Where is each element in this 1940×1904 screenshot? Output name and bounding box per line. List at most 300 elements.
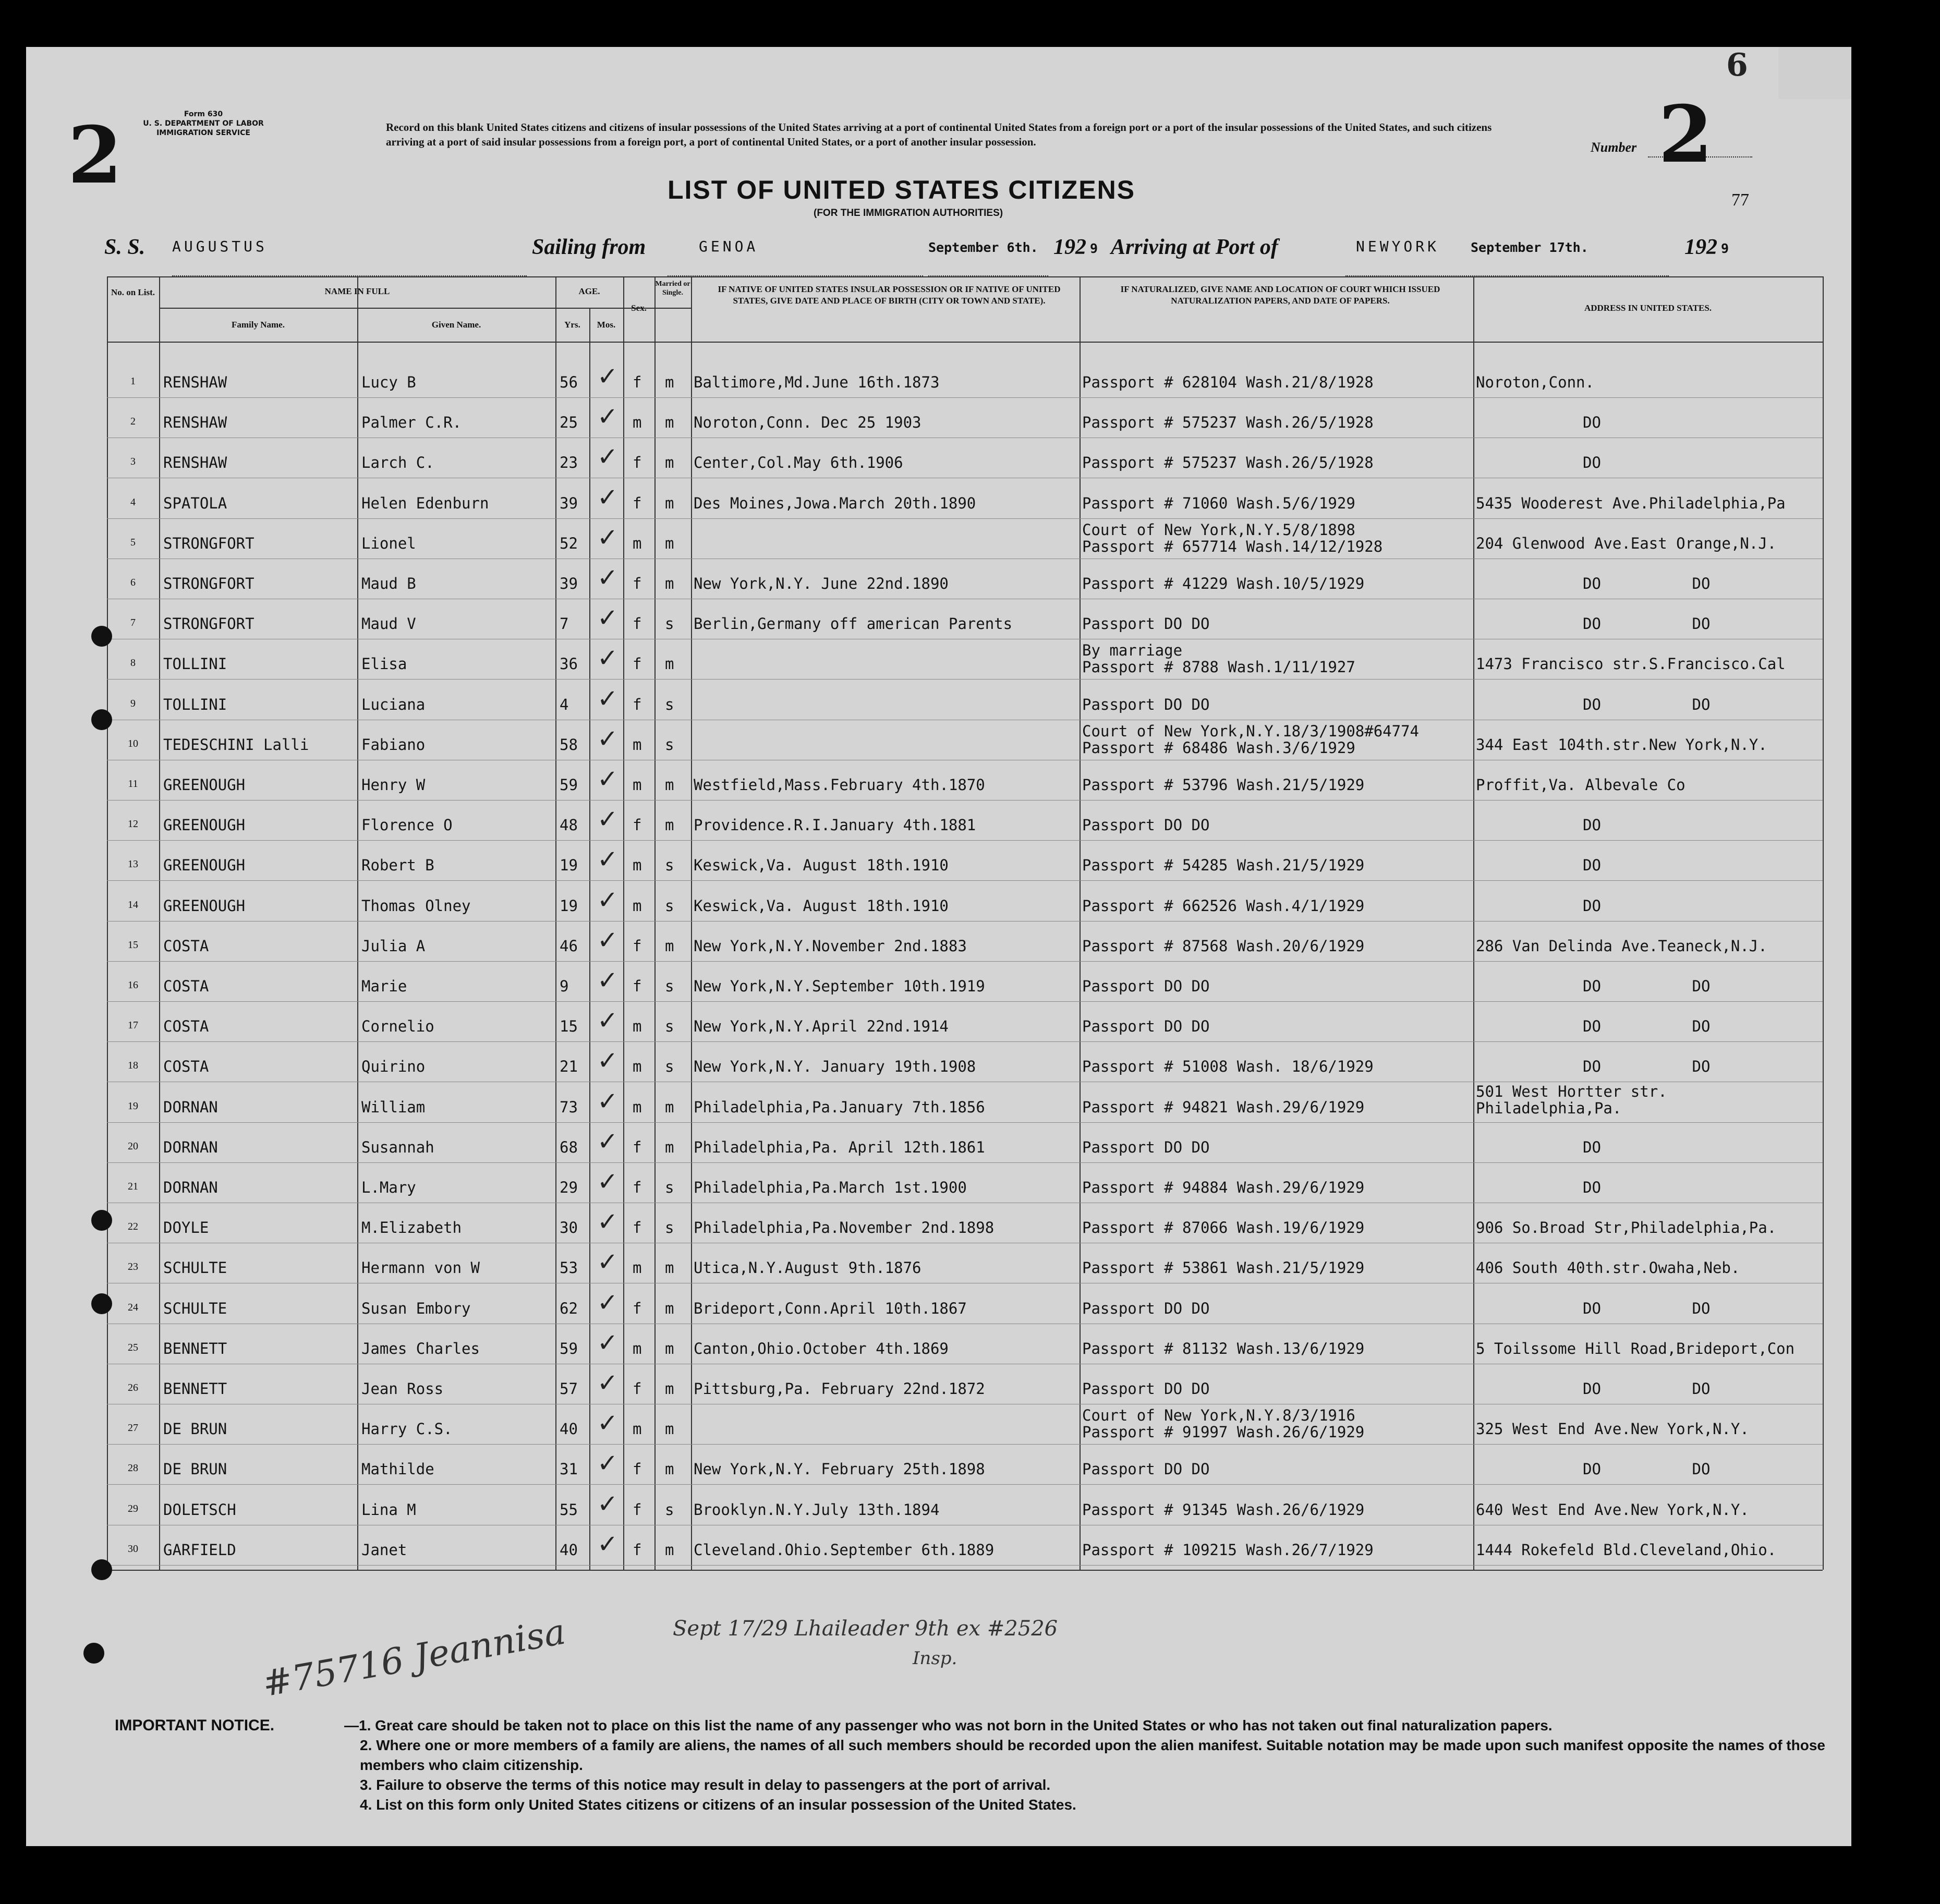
inspector-note: Sept 17/29 Lhaileader 9th ex #2526 [673,1617,1058,1641]
given-name: Fabiano [361,735,426,754]
birth-place-date: New York,N.Y.September 10th.1919 [694,977,985,995]
checkmark-icon: ✓ [597,1247,619,1277]
address: DO DO [1583,977,1711,995]
passport-info: Passport # 53796 Wash.21/5/1929 [1082,776,1365,794]
passport-info: Passport # 68486 Wash.3/6/1929 [1082,738,1355,757]
address: 501 West Hortter str. [1476,1082,1667,1100]
address: DO DO [1583,1058,1711,1076]
birth-place-date: Baltimore,Md.June 16th.1873 [694,373,940,391]
checkmark-icon: ✓ [597,684,619,713]
header-naturalized: IF NATURALIZED, GIVE NAME AND LOCATION OF COURT WHICH ISSUED NATURALIZATION PAPERS, AND DATE OF PAPERS. [1120,284,1440,306]
age-years: 53 [560,1259,578,1277]
given-name: Larch C. [361,454,434,472]
sex: f [633,494,642,512]
row-number: 22 [128,1221,138,1233]
passport-info: Passport # 628104 Wash.21/8/1928 [1082,373,1374,391]
naturalization-court: Court of New York,N.Y.8/3/1916 [1082,1406,1355,1425]
checkmark-icon: ✓ [597,442,619,472]
sex: f [633,1500,642,1519]
marital-status: m [665,655,674,673]
marital-status: s [665,615,674,633]
col-border-6 [654,276,656,1570]
birth-place-date: Philadelphia,Pa.November 2nd.1898 [694,1219,995,1237]
age-years: 36 [560,655,578,673]
sex: m [633,1420,642,1438]
given-name: Lionel [361,534,416,552]
row-number: 6 [130,577,136,588]
checkmark-icon: ✓ [597,1046,619,1076]
age-years: 30 [560,1219,578,1237]
form-number: Form 630 [184,110,223,118]
marital-status: s [665,735,674,754]
given-name: Palmer C.R. [361,414,462,432]
given-name: Maud V [361,615,416,633]
address: DO [1583,1138,1601,1156]
naturalization-court: Court of New York,N.Y.5/8/1898 [1082,520,1355,539]
address: 406 South 40th.str.Owaha,Neb. [1476,1259,1740,1277]
birth-place-date: New York,N.Y. February 25th.1898 [694,1460,985,1478]
birth-place-date: Westfield,Mass.February 4th.1870 [694,776,985,794]
sex: f [633,1219,642,1237]
passport-info: Passport DO DO [1082,1380,1210,1398]
number-label: Number [1591,140,1637,155]
family-name: STRONGFORT [163,615,254,633]
corner-tab [1778,47,1851,99]
notice-item-2: 2. Where one or more members of a family are aliens, the names of all such members should be recorded upon the alien manifest. Suitable notation may be made upon such manifest opposite the names of those members who claim citizenship. [360,1737,1825,1773]
checkmark-icon: ✓ [597,966,619,995]
col-border-2 [357,276,358,1570]
row-number: 5 [130,536,136,548]
passport-info: Passport DO DO [1082,615,1210,633]
port-from: GENOA [699,238,759,255]
passport-info: Passport # 575237 Wash.26/5/1928 [1082,414,1374,432]
marital-status: m [665,454,674,472]
number-value: 2 [1658,89,1713,180]
sex: f [633,655,642,673]
row-number: 23 [128,1261,138,1273]
given-name: Luciana [361,695,426,713]
marital-status: m [665,1299,674,1317]
marital-status: s [665,977,674,995]
marital-status: m [665,534,674,552]
given-name: Harry C.S. [361,1420,453,1438]
age-years: 25 [560,414,578,432]
row-number: 12 [128,818,138,830]
port-to: NEWYORK [1356,238,1440,255]
birth-place-date: Des Moines,Jowa.March 20th.1890 [694,494,976,512]
header-given-name: Given Name. [431,320,481,330]
row-separator [107,1565,1823,1566]
age-years: 68 [560,1138,578,1156]
age-years: 40 [560,1541,578,1559]
marital-status: s [665,1058,674,1076]
marital-status: m [665,1380,674,1398]
address: DO [1583,1179,1601,1196]
service-name: IMMIGRATION SERVICE [156,129,250,137]
col-border-7 [691,276,692,1570]
row-separator [107,397,1823,398]
checkmark-icon: ✓ [597,563,619,592]
family-name: TOLLINI [163,655,227,673]
birth-place-date: New York,N.Y.April 22nd.1914 [694,1017,949,1036]
row-number: 7 [130,617,136,629]
passport-info: Passport # 54285 Wash.21/5/1929 [1082,856,1365,875]
family-name: TOLLINI [163,695,227,713]
given-name: Hermann von W [361,1259,480,1277]
passport-info: Passport DO DO [1082,977,1210,995]
row-number: 20 [128,1140,138,1152]
binder-hole [91,709,112,730]
passport-info: Passport # 109215 Wash.26/7/1929 [1082,1541,1374,1559]
row-number: 15 [128,939,138,951]
checkmark-icon: ✓ [597,1328,619,1357]
passport-info: Passport # 8788 Wash.1/11/1927 [1082,658,1355,676]
row-number: 28 [128,1462,138,1474]
family-name: SCHULTE [163,1299,227,1317]
age-years: 31 [560,1460,578,1478]
checkmark-icon: ✓ [597,482,619,512]
row-separator [107,679,1823,680]
family-name: RENSHAW [163,454,227,472]
address-line-2: Philadelphia,Pa. [1476,1099,1622,1117]
marital-status: s [665,1179,674,1196]
address: DO [1583,816,1601,834]
birth-place-date: Utica,N.Y.August 9th.1876 [694,1259,922,1277]
birth-place-date: Brideport,Conn.April 10th.1867 [694,1299,967,1317]
passport-info: Passport DO DO [1082,816,1210,834]
given-name: L.Mary [361,1179,416,1196]
row-number: 10 [128,737,138,749]
sheet-number-large: 2 [68,110,123,201]
row-number: 17 [128,1020,138,1032]
address: DO DO [1583,1380,1711,1398]
corner-digit: 6 [1726,47,1748,83]
row-number: 19 [128,1100,138,1112]
checkmark-icon: ✓ [597,1126,619,1156]
col-border-4 [589,308,590,1570]
passport-info: Passport # 94884 Wash.29/6/1929 [1082,1179,1365,1196]
marital-status: s [665,1219,674,1237]
given-name: William [361,1098,426,1116]
marital-status: m [665,1259,674,1277]
age-years: 73 [560,1098,578,1116]
header-age: AGE. [578,286,600,296]
notice-item-1: —1. Great care should be taken not to place on this list the name of any passenger who was not born in the United States or who has not taken out final naturalization papers. [344,1717,1553,1733]
row-separator [107,1001,1823,1002]
passport-info: Passport # 91345 Wash.26/6/1929 [1082,1500,1365,1519]
sex: f [633,977,642,995]
sex: f [633,1380,642,1398]
marital-status: m [665,414,674,432]
naturalization-court: By marriage [1082,641,1183,660]
given-name: Henry W [361,776,426,794]
row-separator [107,840,1823,841]
birth-place-date: Providence.R.I.January 4th.1881 [694,816,976,834]
family-name: TEDESCHINI Lalli [163,735,309,754]
sex: m [633,1339,642,1357]
given-name: Susan Embory [361,1299,471,1317]
row-number: 21 [128,1181,138,1192]
given-name: Marie [361,977,407,995]
marital-status: s [665,1017,674,1036]
sex: m [633,856,642,875]
checkmark-icon: ✓ [597,845,619,875]
inspector-note-insp: Insp. [913,1648,957,1669]
notice-label: IMPORTANT NOTICE. [115,1717,275,1734]
age-years: 59 [560,776,578,794]
given-name: Lucy B [361,373,416,391]
age-years: 62 [560,1299,578,1317]
age-years: 39 [560,494,578,512]
sex: m [633,896,642,915]
address: 344 East 104th.str.New York,N.Y. [1476,735,1767,754]
birth-place-date: Keswick,Va. August 18th.1910 [694,896,949,915]
marital-status: m [665,1098,674,1116]
checkmark-icon: ✓ [597,805,619,834]
birth-place-date: Keswick,Va. August 18th.1910 [694,856,949,875]
marital-status: m [665,575,674,592]
notice-item-4: 4. List on this form only United States citizens or citizens of an insular possession of the United States. [360,1797,1076,1813]
binder-hole [91,626,112,647]
row-separator [107,1444,1823,1445]
passport-info: Passport DO DO [1082,695,1210,713]
row-separator [107,1484,1823,1485]
marital-status: m [665,816,674,834]
sex: m [633,414,642,432]
sex: f [633,454,642,472]
checkmark-icon: ✓ [597,1449,619,1478]
marital-status: m [665,937,674,955]
col-border-10 [1823,276,1824,1570]
row-number: 11 [128,778,138,790]
age-years: 19 [560,856,578,875]
row-number: 24 [128,1301,138,1313]
scan-border-top [0,0,1940,47]
passport-info: Passport # 94821 Wash.29/6/1929 [1082,1098,1365,1116]
row-separator [107,961,1823,962]
ship-name-line [172,254,527,276]
family-name: SCHULTE [163,1259,227,1277]
col-border-0 [107,276,108,1570]
sex: m [633,776,642,794]
marital-status: s [665,1500,674,1519]
birth-place-date: Center,Col.May 6th.1906 [694,454,903,472]
given-name: Janet [361,1541,407,1559]
sex: m [633,1259,642,1277]
age-years: 39 [560,575,578,592]
checkmark-icon: ✓ [597,1086,619,1116]
passport-info: Passport # 87066 Wash.19/6/1929 [1082,1219,1365,1237]
marital-status: m [665,1460,674,1478]
family-name: DOLETSCH [163,1500,236,1519]
ss-label: S. S. [104,235,146,259]
address: DO [1583,414,1601,432]
checkmark-icon: ✓ [597,644,619,673]
header-bottom-border [107,342,1823,343]
birth-place-date: New York,N.Y. January 19th.1908 [694,1058,976,1076]
table-bottom-border [107,1570,1823,1571]
sex: m [633,1017,642,1036]
address: DO DO [1583,575,1711,592]
row-number: 1 [130,375,136,387]
sex: m [633,534,642,552]
family-name: GREENOUGH [163,896,246,915]
family-name: GREENOUGH [163,776,246,794]
sex: f [633,615,642,633]
header-sex: Sex. [631,303,647,313]
checkmark-icon: ✓ [597,603,619,633]
birth-place-date: New York,N.Y.November 2nd.1883 [694,937,967,955]
age-years: 58 [560,735,578,754]
given-name: M.Elizabeth [361,1219,462,1237]
passport-info: Passport DO DO [1082,1017,1210,1036]
family-name: GARFIELD [163,1541,236,1559]
given-name: Robert B [361,856,434,875]
checkmark-icon: ✓ [597,925,619,955]
address: 204 Glenwood Ave.East Orange,N.J. [1476,534,1777,552]
age-years: 56 [560,373,578,391]
checkmark-icon: ✓ [597,1368,619,1398]
name-header-divider [159,308,691,309]
birth-place-date: Brooklyn.N.Y.July 13th.1894 [694,1500,940,1519]
checkmark-icon: ✓ [597,1288,619,1317]
checkmark-icon: ✓ [597,362,619,391]
family-name: DE BRUN [163,1420,227,1438]
row-separator [107,518,1823,519]
row-number: 25 [128,1341,138,1353]
marital-status: m [665,1420,674,1438]
header-address: ADDRESS IN UNITED STATES. [1584,303,1712,313]
passport-info: Passport # 53861 Wash.21/5/1929 [1082,1259,1365,1277]
checkmark-icon: ✓ [597,1207,619,1237]
passport-info: Passport # 71060 Wash.5/6/1929 [1082,494,1355,512]
age-years: 55 [560,1500,578,1519]
age-years: 48 [560,816,578,834]
row-number: 26 [128,1382,138,1393]
row-number: 8 [130,657,136,669]
ship-name: AUGUSTUS [172,238,268,255]
age-years: 4 [560,695,569,713]
age-years: 9 [560,977,569,995]
given-name: Cornelio [361,1017,434,1036]
row-separator [107,1122,1823,1123]
passport-info: Passport # 51008 Wash. 18/6/1929 [1082,1058,1374,1076]
address: DO [1583,896,1601,915]
header-name-in-full: NAME IN FULL [324,286,390,296]
row-separator [107,1041,1823,1042]
header-mos: Mos. [597,320,616,330]
sex: m [633,1098,642,1116]
sex: f [633,1138,642,1156]
family-name: STRONGFORT [163,534,254,552]
family-name: RENSHAW [163,373,227,391]
address: Noroton,Conn. [1476,373,1594,391]
passport-info: Passport # 87568 Wash.20/6/1929 [1082,937,1365,955]
age-years: 46 [560,937,578,955]
department-name: U. S. DEPARTMENT OF LABOR [143,119,264,128]
age-years: 15 [560,1017,578,1036]
port-to-line [1345,254,1669,276]
checkmark-icon: ✓ [597,1409,619,1438]
given-name: Maud B [361,575,416,592]
year-suffix-1: 9 [1090,241,1098,256]
birth-place-date: Philadelphia,Pa.January 7th.1856 [694,1098,985,1116]
given-name: James Charles [361,1339,480,1357]
age-years: 19 [560,896,578,915]
age-years: 52 [560,534,578,552]
given-name: Julia A [361,937,426,955]
row-number: 3 [130,456,136,468]
ship-line [104,235,1752,266]
port-from-line [668,254,923,276]
family-name: SPATOLA [163,494,227,512]
year-prefix-1: 192 [1053,235,1086,259]
sex: f [633,373,642,391]
marital-status: s [665,856,674,875]
address: 5 Toilssome Hill Road,Brideport,Con [1476,1339,1795,1357]
age-years: 40 [560,1420,578,1438]
family-name: BENNETT [163,1380,227,1398]
sex: f [633,575,642,592]
row-separator [107,800,1823,801]
given-name: Helen Edenburn [361,494,489,512]
age-years: 57 [560,1380,578,1398]
passport-info: Passport DO DO [1082,1299,1210,1317]
row-number: 2 [130,416,136,428]
form-agency-block [115,110,292,138]
address: 1444 Rokefeld Bld.Cleveland,Ohio. [1476,1541,1777,1559]
given-name: Thomas Olney [361,896,471,915]
row-number: 29 [128,1502,138,1514]
row-number: 4 [130,496,136,508]
passport-info: Passport DO DO [1082,1460,1210,1478]
handwritten-signature: #75716 Jeannisa [259,1611,569,1705]
address: DO [1583,454,1601,472]
marital-status: s [665,695,674,713]
checkmark-icon: ✓ [597,1529,619,1559]
family-name: RENSHAW [163,414,227,432]
page-number: 77 [1731,190,1749,210]
row-number: 9 [130,697,136,709]
row-separator [107,880,1823,881]
family-name: GREENOUGH [163,856,246,875]
address: 906 So.Broad Str,Philadelphia,Pa. [1476,1219,1777,1237]
address: DO DO [1583,1299,1711,1317]
checkmark-icon: ✓ [597,885,619,915]
age-years: 7 [560,615,569,633]
row-separator [107,1162,1823,1163]
address: 5435 Wooderest Ave.Philadelphia,Pa [1476,494,1786,512]
checkmark-icon: ✓ [597,724,619,754]
checkmark-icon: ✓ [597,765,619,794]
family-name: STRONGFORT [163,575,254,592]
birth-place-date: New York,N.Y. June 22nd.1890 [694,575,949,592]
passport-info: Passport # 575237 Wash.26/5/1928 [1082,454,1374,472]
address: DO DO [1583,615,1711,633]
address: DO DO [1583,1017,1711,1036]
table-top-border [107,276,1823,277]
marital-status: m [665,494,674,512]
row-number: 27 [128,1422,138,1434]
address: DO [1583,856,1601,875]
col-border-5 [623,276,624,1570]
sex: f [633,937,642,955]
address: DO DO [1583,695,1711,713]
sex: f [633,1460,642,1478]
page-subtitle: (FOR THE IMMIGRATION AUTHORITIES) [814,208,1003,219]
age-years: 23 [560,454,578,472]
sex: f [633,1541,642,1559]
